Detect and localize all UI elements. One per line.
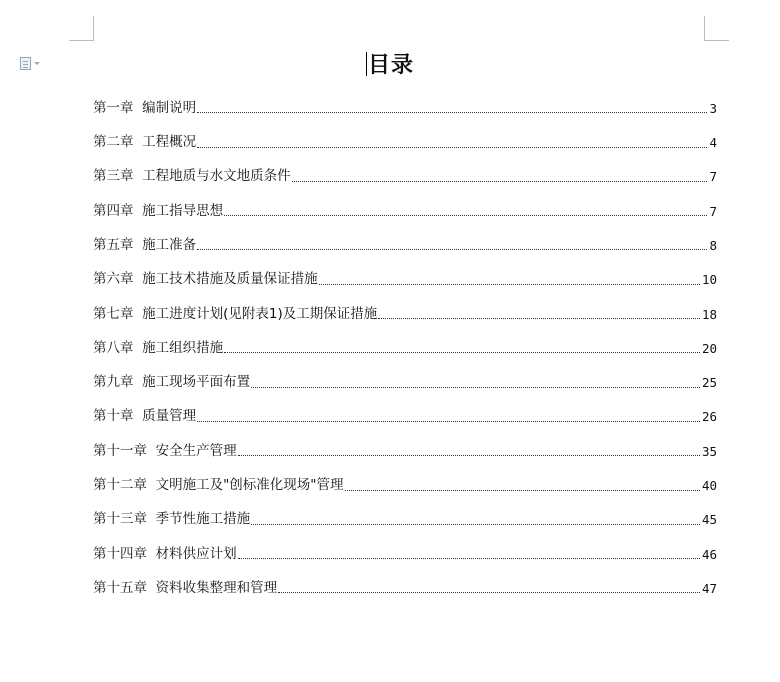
toc-entry-title: 第十三章 季节性施工措施 bbox=[93, 511, 251, 528]
title-text: 目录 bbox=[367, 52, 414, 78]
toc-entry-page-number: 18 bbox=[701, 306, 717, 322]
dot-leader bbox=[238, 454, 700, 456]
toc-entry-page-number: 7 bbox=[709, 169, 717, 185]
toc-entry-title: 第二章 工程概况 bbox=[93, 134, 197, 151]
toc-entry[interactable] bbox=[93, 365, 717, 399]
toc-entry-page-number: 3 bbox=[709, 100, 717, 116]
toc-entry-page-number: 8 bbox=[709, 237, 717, 253]
toc-entry[interactable] bbox=[93, 571, 717, 605]
toc-entry-title: 第九章 施工现场平面布置 bbox=[93, 374, 251, 391]
toc-entry[interactable] bbox=[93, 537, 717, 571]
toc-entry-page-number: 47 bbox=[701, 580, 717, 596]
toc-entry-page-number: 35 bbox=[701, 443, 717, 459]
toc-entry[interactable] bbox=[93, 125, 717, 159]
dot-leader bbox=[224, 214, 707, 216]
dot-leader bbox=[197, 146, 707, 148]
toc-entry-page-number: 46 bbox=[701, 546, 717, 562]
toc-entry-title: 第三章 工程地质与水文地质条件 bbox=[93, 168, 291, 185]
toc-entry-title: 第六章 施工技术措施及质量保证措施 bbox=[93, 271, 318, 288]
toc-entry-page-number: 7 bbox=[709, 203, 717, 219]
dot-leader bbox=[238, 557, 700, 559]
toc-entry[interactable] bbox=[93, 194, 717, 228]
top-left-corner-mark bbox=[69, 16, 94, 41]
toc-entry-page-number: 25 bbox=[701, 375, 717, 391]
dot-leader bbox=[278, 591, 700, 593]
dot-leader bbox=[197, 248, 707, 250]
dot-leader bbox=[251, 523, 700, 525]
toc-entry-title: 第四章 施工指导思想 bbox=[93, 202, 224, 219]
toc-entry[interactable] bbox=[93, 503, 717, 537]
toc-entry-title: 第八章 施工组织措施 bbox=[93, 339, 224, 356]
toc-entry-title: 第十五章 资料收集整理和管理 bbox=[93, 579, 278, 596]
page-title bbox=[0, 48, 780, 79]
toc-entry-page-number: 20 bbox=[701, 340, 717, 356]
toc-entry[interactable] bbox=[93, 468, 717, 502]
toc-entry-title: 第十一章 安全生产管理 bbox=[93, 442, 237, 459]
dot-leader bbox=[197, 111, 707, 113]
toc-entry-page-number: 40 bbox=[701, 478, 717, 494]
dot-leader bbox=[224, 351, 700, 353]
toc-entry-page-number: 26 bbox=[701, 409, 717, 425]
dot-leader bbox=[345, 489, 700, 491]
toc-entry[interactable] bbox=[93, 262, 717, 296]
toc-entry-title: 第十四章 材料供应计划 bbox=[93, 545, 237, 562]
toc-entry-title: 第七章 施工进度计划(见附表1)及工期保证措施 bbox=[93, 305, 378, 322]
toc-entry-title: 第一章 编制说明 bbox=[93, 99, 197, 116]
toc-entry[interactable] bbox=[93, 434, 717, 468]
top-right-corner-mark bbox=[704, 16, 729, 41]
dot-leader bbox=[251, 386, 700, 388]
toc-entry[interactable] bbox=[93, 400, 717, 434]
text-cursor bbox=[366, 52, 367, 76]
toc-entry-title: 第五章 施工准备 bbox=[93, 236, 197, 253]
toc-entry-title: 第十二章 文明施工及"创标准化现场"管理 bbox=[93, 477, 344, 494]
toc-entry[interactable] bbox=[93, 228, 717, 262]
toc-entry[interactable] bbox=[93, 91, 717, 125]
dot-leader bbox=[319, 283, 700, 285]
toc-entry[interactable] bbox=[93, 331, 717, 365]
dot-leader bbox=[378, 317, 700, 319]
toc-entry-page-number: 45 bbox=[701, 512, 717, 528]
dot-leader bbox=[292, 180, 708, 182]
toc-entry-page-number: 10 bbox=[701, 272, 717, 288]
dot-leader bbox=[197, 420, 700, 422]
table-of-contents bbox=[93, 91, 717, 605]
toc-entry[interactable] bbox=[93, 297, 717, 331]
toc-entry[interactable] bbox=[93, 160, 717, 194]
toc-entry-page-number: 4 bbox=[709, 135, 717, 151]
toc-entry-title: 第十章 质量管理 bbox=[93, 408, 197, 425]
